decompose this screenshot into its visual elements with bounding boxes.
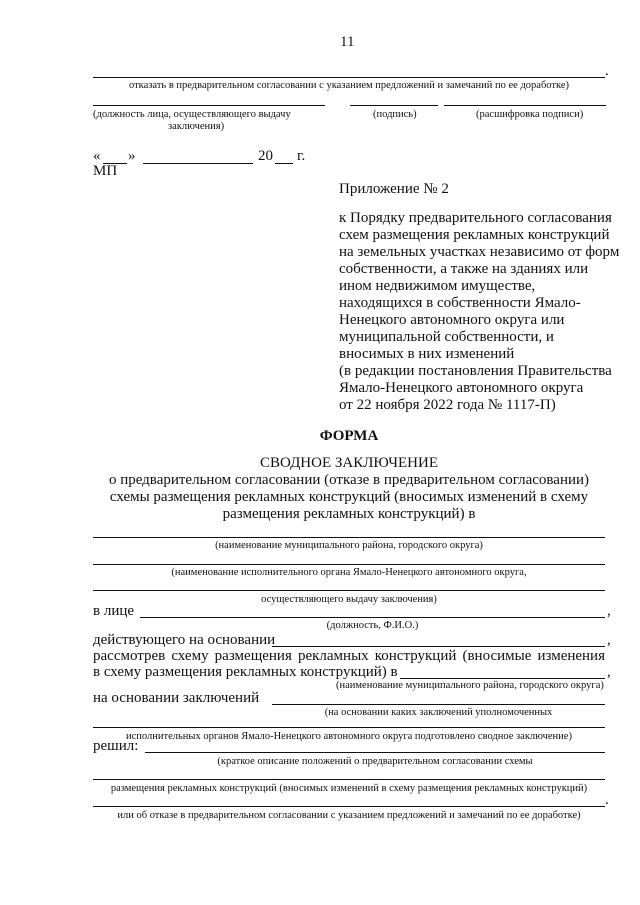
date-year: 20 xyxy=(258,148,273,164)
considered-line xyxy=(400,678,605,679)
form-heading: ФОРМА xyxy=(319,428,379,444)
date-month-line xyxy=(143,163,253,164)
appendix-line: Ямало-Ненецкого автономного округа xyxy=(339,380,584,396)
appendix-line: на земельных участках независимо от форм xyxy=(339,244,620,260)
considered-line-1: рассмотрев схему размещения рекламных конструкций (вносимые изменения xyxy=(93,648,605,664)
form-title: СВОДНОЕ ЗАКЛЮЧЕНИЕ xyxy=(259,455,438,471)
basis-caption-2: исполнительных органов Ямало-Ненецкого автономного округа подготовлено сводное заключение) xyxy=(126,731,572,742)
municipality-caption-2: (наименование муниципального района, городского округа) xyxy=(336,680,604,691)
appendix-line: (в редакции постановления Правительства xyxy=(339,363,612,379)
decided-caption: (краткое описание положений о предварительном согласовании схемы xyxy=(217,756,533,767)
executive-line xyxy=(93,564,605,565)
basis-caption: (на основании каких заключений уполномоченных xyxy=(324,707,553,718)
acting-line xyxy=(272,646,605,647)
appendix-line: муниципальной собственности, и xyxy=(339,329,554,345)
decided-line-3 xyxy=(93,806,605,807)
appendix-line: к Порядку предварительного согласования xyxy=(339,210,612,226)
decoding-caption: (расшифровка подписи) xyxy=(476,109,584,120)
executive-caption-2: осуществляющего выдачу заключения) xyxy=(261,594,437,605)
form-subtitle-line: схемы размещения рекламных конструкций (вносимых изменений в схему xyxy=(109,489,589,505)
decided-caption-3: или об отказе в предварительном согласовании с указанием предложений и замечаний по ее доработке) xyxy=(117,810,581,821)
fio-caption: (должность, Ф.И.О.) xyxy=(326,620,419,631)
acting-label: действующего на основании xyxy=(93,632,276,648)
executive-line-2 xyxy=(93,590,605,591)
date-year-line xyxy=(275,163,293,164)
position-line xyxy=(93,105,325,106)
appendix-title: Приложение № 2 xyxy=(339,181,449,197)
decided-line-2 xyxy=(93,779,605,780)
appendix-line: Ненецкого автономного округа или xyxy=(339,312,565,328)
appendix-line: от 22 ноября 2022 года № 1117-П) xyxy=(339,397,556,413)
appendix-line: схем размещения рекламных конструкций xyxy=(339,227,610,243)
acting-comma: , xyxy=(607,632,611,648)
municipality-line xyxy=(93,537,605,538)
decided-dot: . xyxy=(605,792,609,808)
refuse-line xyxy=(93,77,605,78)
form-subtitle-line: размещения рекламных конструкций) в xyxy=(222,506,476,522)
stamp-mark: МП xyxy=(93,163,118,179)
appendix-line: вносимых в них изменений xyxy=(339,346,515,362)
form-subtitle xyxy=(93,472,605,523)
decided-caption-2: размещения рекламных конструкций (вносимых изменений в схему размещения рекламных конструкций) xyxy=(110,783,588,794)
refuse-dot: . xyxy=(605,63,609,79)
decided-label: решил: xyxy=(93,738,139,754)
decided-line xyxy=(145,752,605,753)
considered-line-2: в схему размещения рекламных конструкций) в xyxy=(93,664,398,680)
form-subtitle-line: о предварительном согласовании (отказе в предварительном согласовании) xyxy=(108,472,590,488)
date-close-quote: » xyxy=(128,148,136,164)
basis-line xyxy=(272,704,605,705)
appendix-line: ином недвижимом имуществе, xyxy=(339,278,536,294)
appendix-line: собственности, а также на зданиях или xyxy=(339,261,589,277)
signature-line xyxy=(350,105,438,106)
page-number: 11 xyxy=(340,34,355,50)
position-caption: (должность лица, осуществляющего выдачу xyxy=(93,109,291,120)
appendix-line: находящихся в собственности Ямало- xyxy=(339,295,581,311)
executive-caption: (наименование исполнительного органа Ямало-Ненецкого автономного округа, xyxy=(171,567,527,578)
in-person-label: в лице xyxy=(93,603,135,619)
refuse-caption: отказать в предварительном согласовании с указанием предложений и замечаний по ее доработке) xyxy=(128,80,569,91)
basis-line-2 xyxy=(93,727,605,728)
basis-label: на основании заключений xyxy=(93,690,260,706)
considered-comma: , xyxy=(607,664,611,680)
date-open-quote: « xyxy=(93,148,101,164)
position-caption-2: заключения) xyxy=(168,121,225,132)
in-person-line xyxy=(140,617,605,618)
date-suffix: г. xyxy=(297,148,306,164)
signature-caption: (подпись) xyxy=(373,109,417,120)
municipality-caption: (наименование муниципального района, городского округа) xyxy=(215,540,483,551)
in-person-comma: , xyxy=(607,603,611,619)
appendix-text xyxy=(339,210,619,414)
decoding-line xyxy=(444,105,606,106)
